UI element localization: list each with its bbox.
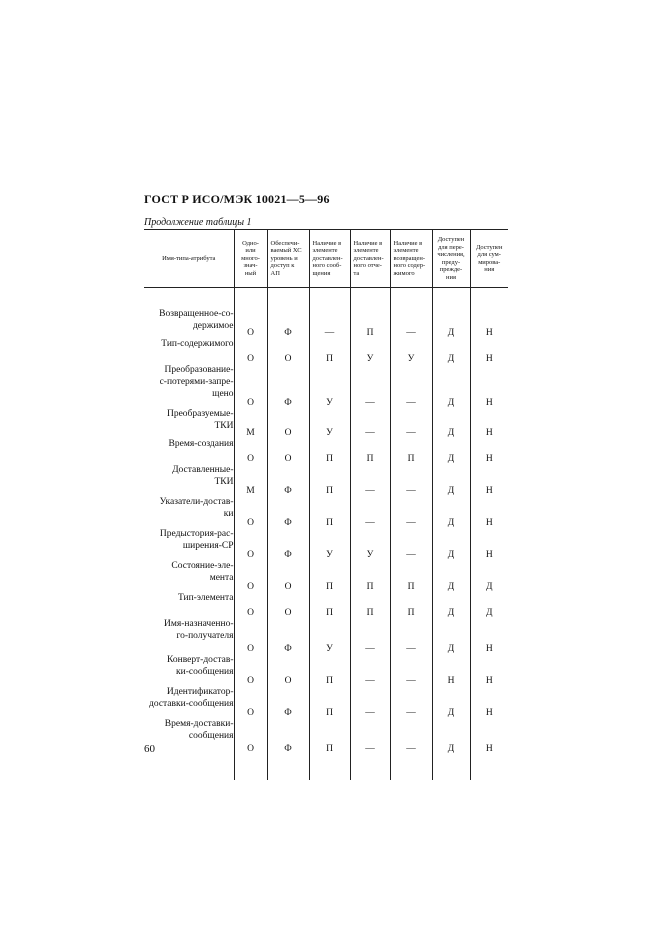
- value-cell: О: [234, 528, 267, 560]
- value-cell: Н: [470, 618, 508, 654]
- value-cell: О: [234, 592, 267, 618]
- value-cell: О: [234, 718, 267, 754]
- attribute-name-cell: Идентификатор- доставки-сообщения: [149, 687, 234, 709]
- attribute-name-cell: Тип-элемента: [177, 593, 234, 603]
- value-cell: Ф: [267, 496, 309, 528]
- value-cell: —: [350, 496, 390, 528]
- page-number: 60: [144, 743, 155, 755]
- value-cell: П: [350, 308, 390, 338]
- attribute-name-cell: Время-создания: [168, 439, 234, 449]
- value-cell: О: [267, 438, 309, 464]
- value-cell: Н: [470, 308, 508, 338]
- header-single-or-multi-valued: Одно- или много- знач- ный: [234, 230, 267, 288]
- header-available-for-summarize: Доступен для сум- мирова- ния: [470, 230, 508, 288]
- value-cell: П: [309, 438, 350, 464]
- value-cell: Н: [432, 654, 470, 686]
- value-cell: Д: [432, 438, 470, 464]
- value-cell: Ф: [267, 528, 309, 560]
- table-row: [144, 438, 508, 464]
- value-cell: Н: [470, 718, 508, 754]
- value-cell: У: [309, 364, 350, 408]
- value-cell: —: [390, 528, 432, 560]
- table-row: [144, 408, 508, 438]
- value-cell: У: [309, 618, 350, 654]
- value-cell: Д: [432, 464, 470, 496]
- table-tail-row: [144, 754, 508, 780]
- header-provided-level-access: Обеспечи- ваемый ХС уровень и доступ к АП: [267, 230, 309, 288]
- attribute-name-cell: Состояние-эле- мента: [171, 561, 234, 583]
- table-row: [144, 592, 508, 618]
- attribute-name-cell: Доставленные- ТКИ: [172, 465, 234, 487]
- value-cell: Д: [432, 338, 470, 364]
- table-caption: Продолжение таблицы 1: [144, 217, 252, 228]
- value-cell: П: [390, 438, 432, 464]
- value-cell: Д: [432, 618, 470, 654]
- value-cell: Д: [470, 592, 508, 618]
- value-cell: Н: [470, 528, 508, 560]
- attribute-name-cell: Время-доставки- сообщения: [164, 719, 234, 741]
- value-cell: —: [350, 718, 390, 754]
- value-cell: —: [350, 618, 390, 654]
- value-cell: —: [350, 364, 390, 408]
- value-cell: О: [234, 686, 267, 718]
- value-cell: —: [350, 464, 390, 496]
- header-in-returned-content: Наличие в элементе возвращен- ного содер- жимого: [390, 230, 432, 288]
- table-row: [144, 496, 508, 528]
- value-cell: П: [309, 654, 350, 686]
- table-body: [144, 288, 508, 781]
- value-cell: —: [390, 408, 432, 438]
- value-cell: П: [390, 592, 432, 618]
- attribute-name-cell: Указатели-достав- ки: [159, 497, 234, 519]
- attribute-name-cell: Возвращенное-со- держимое: [159, 309, 234, 331]
- attribute-name-cell: Предыстория-рас- ширения-СР: [159, 529, 234, 551]
- document-title: ГОСТ Р ИСО/МЭК 10021—5—96: [144, 192, 330, 206]
- value-cell: Д: [470, 560, 508, 592]
- header-attribute-type-name: Имя-типа-атрибута: [144, 230, 234, 288]
- value-cell: П: [350, 438, 390, 464]
- value-cell: Д: [432, 592, 470, 618]
- table-spacer-row: [144, 288, 508, 309]
- value-cell: О: [234, 496, 267, 528]
- value-cell: —: [350, 408, 390, 438]
- value-cell: У: [309, 408, 350, 438]
- header-in-delivered-message: Наличие в элементе доставлен- ного сооб- щения: [309, 230, 350, 288]
- value-cell: У: [390, 338, 432, 364]
- value-cell: Ф: [267, 686, 309, 718]
- value-cell: Д: [432, 718, 470, 754]
- table-row: [144, 364, 508, 408]
- value-cell: М: [234, 408, 267, 438]
- value-cell: П: [309, 560, 350, 592]
- table-row: [144, 308, 508, 338]
- value-cell: —: [350, 686, 390, 718]
- value-cell: Ф: [267, 618, 309, 654]
- value-cell: О: [267, 560, 309, 592]
- value-cell: —: [350, 654, 390, 686]
- value-cell: Н: [470, 364, 508, 408]
- value-cell: —: [390, 618, 432, 654]
- value-cell: Ф: [267, 718, 309, 754]
- table-row: [144, 618, 508, 654]
- value-cell: —: [390, 364, 432, 408]
- value-cell: У: [350, 528, 390, 560]
- table-row: [144, 654, 508, 686]
- value-cell: Ф: [267, 364, 309, 408]
- value-cell: О: [234, 364, 267, 408]
- attribute-name-cell: Имя-назначенно- го-получателя: [164, 619, 234, 641]
- value-cell: Д: [432, 560, 470, 592]
- value-cell: У: [350, 338, 390, 364]
- attribute-name-cell: Преобразование- с-потерями-запре- щено: [159, 365, 234, 399]
- attribute-name-cell: Конверт-достав- ки-сообщения: [167, 655, 234, 677]
- value-cell: О: [267, 338, 309, 364]
- value-cell: О: [267, 408, 309, 438]
- value-cell: О: [234, 438, 267, 464]
- table-row: [144, 686, 508, 718]
- table-row: [144, 464, 508, 496]
- value-cell: П: [309, 686, 350, 718]
- value-cell: О: [234, 308, 267, 338]
- value-cell: Н: [470, 686, 508, 718]
- value-cell: О: [234, 618, 267, 654]
- value-cell: —: [390, 686, 432, 718]
- table-row: [144, 560, 508, 592]
- value-cell: М: [234, 464, 267, 496]
- value-cell: О: [267, 592, 309, 618]
- value-cell: Н: [470, 408, 508, 438]
- value-cell: Д: [432, 308, 470, 338]
- value-cell: П: [309, 338, 350, 364]
- value-cell: У: [309, 528, 350, 560]
- value-cell: Д: [432, 528, 470, 560]
- attribute-name-cell: Преобразуемые- ТКИ: [166, 409, 234, 431]
- value-cell: —: [390, 496, 432, 528]
- value-cell: Н: [470, 496, 508, 528]
- table-row: [144, 338, 508, 364]
- table-header-row: [144, 230, 508, 288]
- value-cell: Ф: [267, 464, 309, 496]
- value-cell: П: [390, 560, 432, 592]
- value-cell: П: [309, 496, 350, 528]
- value-cell: Н: [470, 338, 508, 364]
- value-cell: —: [390, 308, 432, 338]
- value-cell: —: [390, 654, 432, 686]
- value-cell: —: [390, 718, 432, 754]
- value-cell: П: [309, 718, 350, 754]
- value-cell: П: [350, 560, 390, 592]
- value-cell: Д: [432, 686, 470, 718]
- attribute-table: [144, 229, 508, 780]
- value-cell: П: [350, 592, 390, 618]
- value-cell: О: [234, 338, 267, 364]
- value-cell: О: [234, 560, 267, 592]
- value-cell: Н: [470, 438, 508, 464]
- value-cell: Д: [432, 364, 470, 408]
- value-cell: Д: [432, 408, 470, 438]
- value-cell: П: [309, 592, 350, 618]
- value-cell: О: [234, 654, 267, 686]
- value-cell: Д: [432, 496, 470, 528]
- table-row: [144, 718, 508, 754]
- value-cell: Н: [470, 464, 508, 496]
- value-cell: Ф: [267, 308, 309, 338]
- header-available-for-list-alert: Доступен для пере- числения, преду- прежде- ния: [432, 230, 470, 288]
- value-cell: П: [309, 464, 350, 496]
- value-cell: Н: [470, 654, 508, 686]
- header-in-delivered-report: Наличие в элементе доставлен- ного отче- та: [350, 230, 390, 288]
- table-row: [144, 528, 508, 560]
- value-cell: О: [267, 654, 309, 686]
- value-cell: —: [309, 308, 350, 338]
- attribute-name-cell: Тип-содержимого: [161, 339, 234, 349]
- value-cell: —: [390, 464, 432, 496]
